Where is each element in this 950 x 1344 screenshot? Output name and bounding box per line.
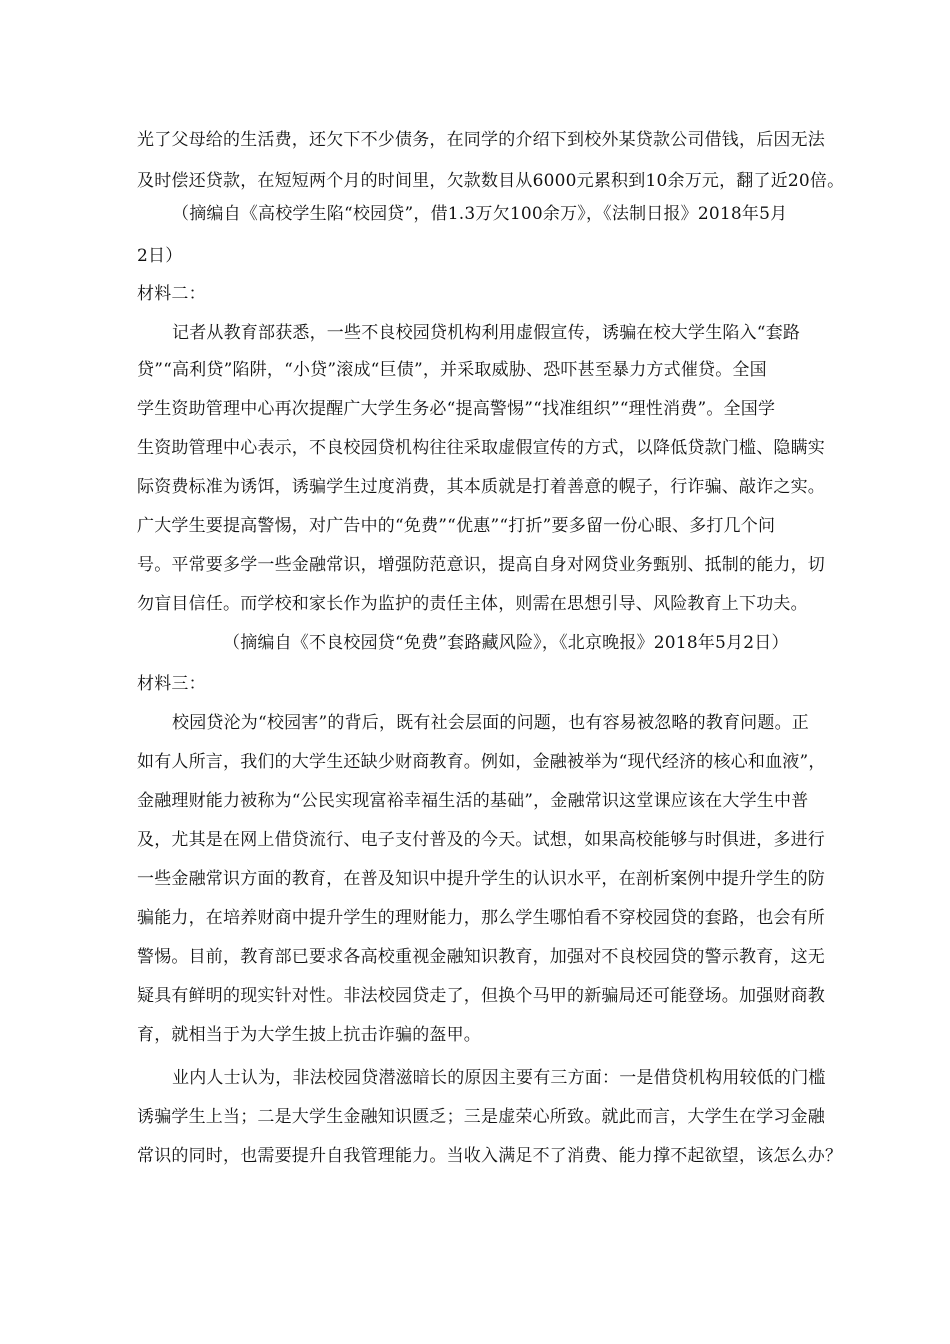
text-line: 诱骗学生上当；二是大学生金融知识匮乏；三是虚荣心所致。就此而言，大学生在学习金融 [137, 1107, 825, 1127]
text-line: 育，就相当于为大学生披上抗击诈骗的盔甲。 [137, 1025, 481, 1045]
text-line: 如有人所言，我们的大学生还缺少财商教育。例如，金融被举为“现代经济的核心和血液”， [137, 752, 826, 772]
section-heading-material-2: 材料二： [137, 284, 206, 304]
source-citation: （摘编自《高校学生陷“校园贷”，借1.3万欠100余万》，《法制日报》2018年5月 [172, 204, 788, 224]
text-line: 及，尤其是在网上借贷流行、电子支付普及的今天。试想，如果高校能够与时俱进，多进行 [137, 830, 825, 850]
text-line: 业内人士认为，非法校园贷潜滋暗长的原因主要有三方面：一是借贷机构用较低的门槛 [172, 1068, 826, 1088]
text-line: 校园贷沦为“校园害”的背后，既有社会层面的问题，也有容易被忽略的教育问题。正 [172, 713, 809, 733]
text-line: 及时偿还贷款，在短短两个月的时间里，欠款数目从6000元累积到10余万元，翻了近20倍。 [137, 171, 845, 191]
source-citation-continued: 2日） [137, 246, 183, 266]
text-line: 生资助管理中心表示，不良校园贷机构往往采取虚假宣传的方式，以降低贷款门槛、隐瞒实 [137, 438, 825, 458]
text-line: 警惕。目前，教育部已要求各高校重视金融知识教育，加强对不良校园贷的警示教育，这无 [137, 947, 825, 967]
text-line: 疑具有鲜明的现实针对性。非法校园贷走了，但换个马甲的新骗局还可能登场。加强财商教 [137, 986, 825, 1006]
text-line: 金融理财能力被称为“公民实现富裕幸福生活的基础”，金融常识这堂课应该在大学生中普 [137, 791, 809, 811]
text-line: 光了父母给的生活费，还欠下不少债务，在同学的介绍下到校外某贷款公司借钱，后因无法 [137, 130, 825, 150]
source-citation: （摘编自《不良校园贷“免费”套路藏风险》，《北京晚报》2018年5月2日） [223, 633, 789, 653]
text-line: 学生资助管理中心再次提醒广大学生务必“提高警惕”“找准组织”“理性消费”。全国学 [137, 399, 776, 419]
text-line: 记者从教育部获悉，一些不良校园贷机构利用虚假宣传，诱骗在校大学生陷入“套路 [172, 323, 801, 343]
text-line: 骗能力，在培养财商中提升学生的理财能力，那么学生哪怕看不穿校园贷的套路，也会有所 [137, 908, 825, 928]
text-line: 际资费标准为诱饵，诱骗学生过度消费，其本质就是打着善意的幌子，行诈骗、敲诈之实。 [137, 477, 825, 497]
section-heading-material-3: 材料三： [137, 674, 206, 694]
text-line: 一些金融常识方面的教育，在普及知识中提升学生的认识水平，在剖析案例中提升学生的防 [137, 869, 825, 889]
text-line: 常识的同时，也需要提升自我管理能力。当收入满足不了消费、能力撑不起欲望，该怎么办？ [137, 1146, 843, 1166]
text-line: 号。平常要多学一些金融常识，增强防范意识，提高自身对网贷业务甄别、抵制的能力，切 [137, 555, 825, 575]
text-line: 贷”“高利贷”陷阱，“小贷”滚成“巨债”，并采取威胁、恐吓甚至暴力方式催贷。全国 [137, 360, 767, 380]
text-line: 广大学生要提高警惕，对广告中的“免费”“优惠”“打折”要多留一份心眼、多打几个问 [137, 516, 776, 536]
text-line: 勿盲目信任。而学校和家长作为监护的责任主体，则需在思想引导、风险教育上下功夫。 [137, 594, 808, 614]
